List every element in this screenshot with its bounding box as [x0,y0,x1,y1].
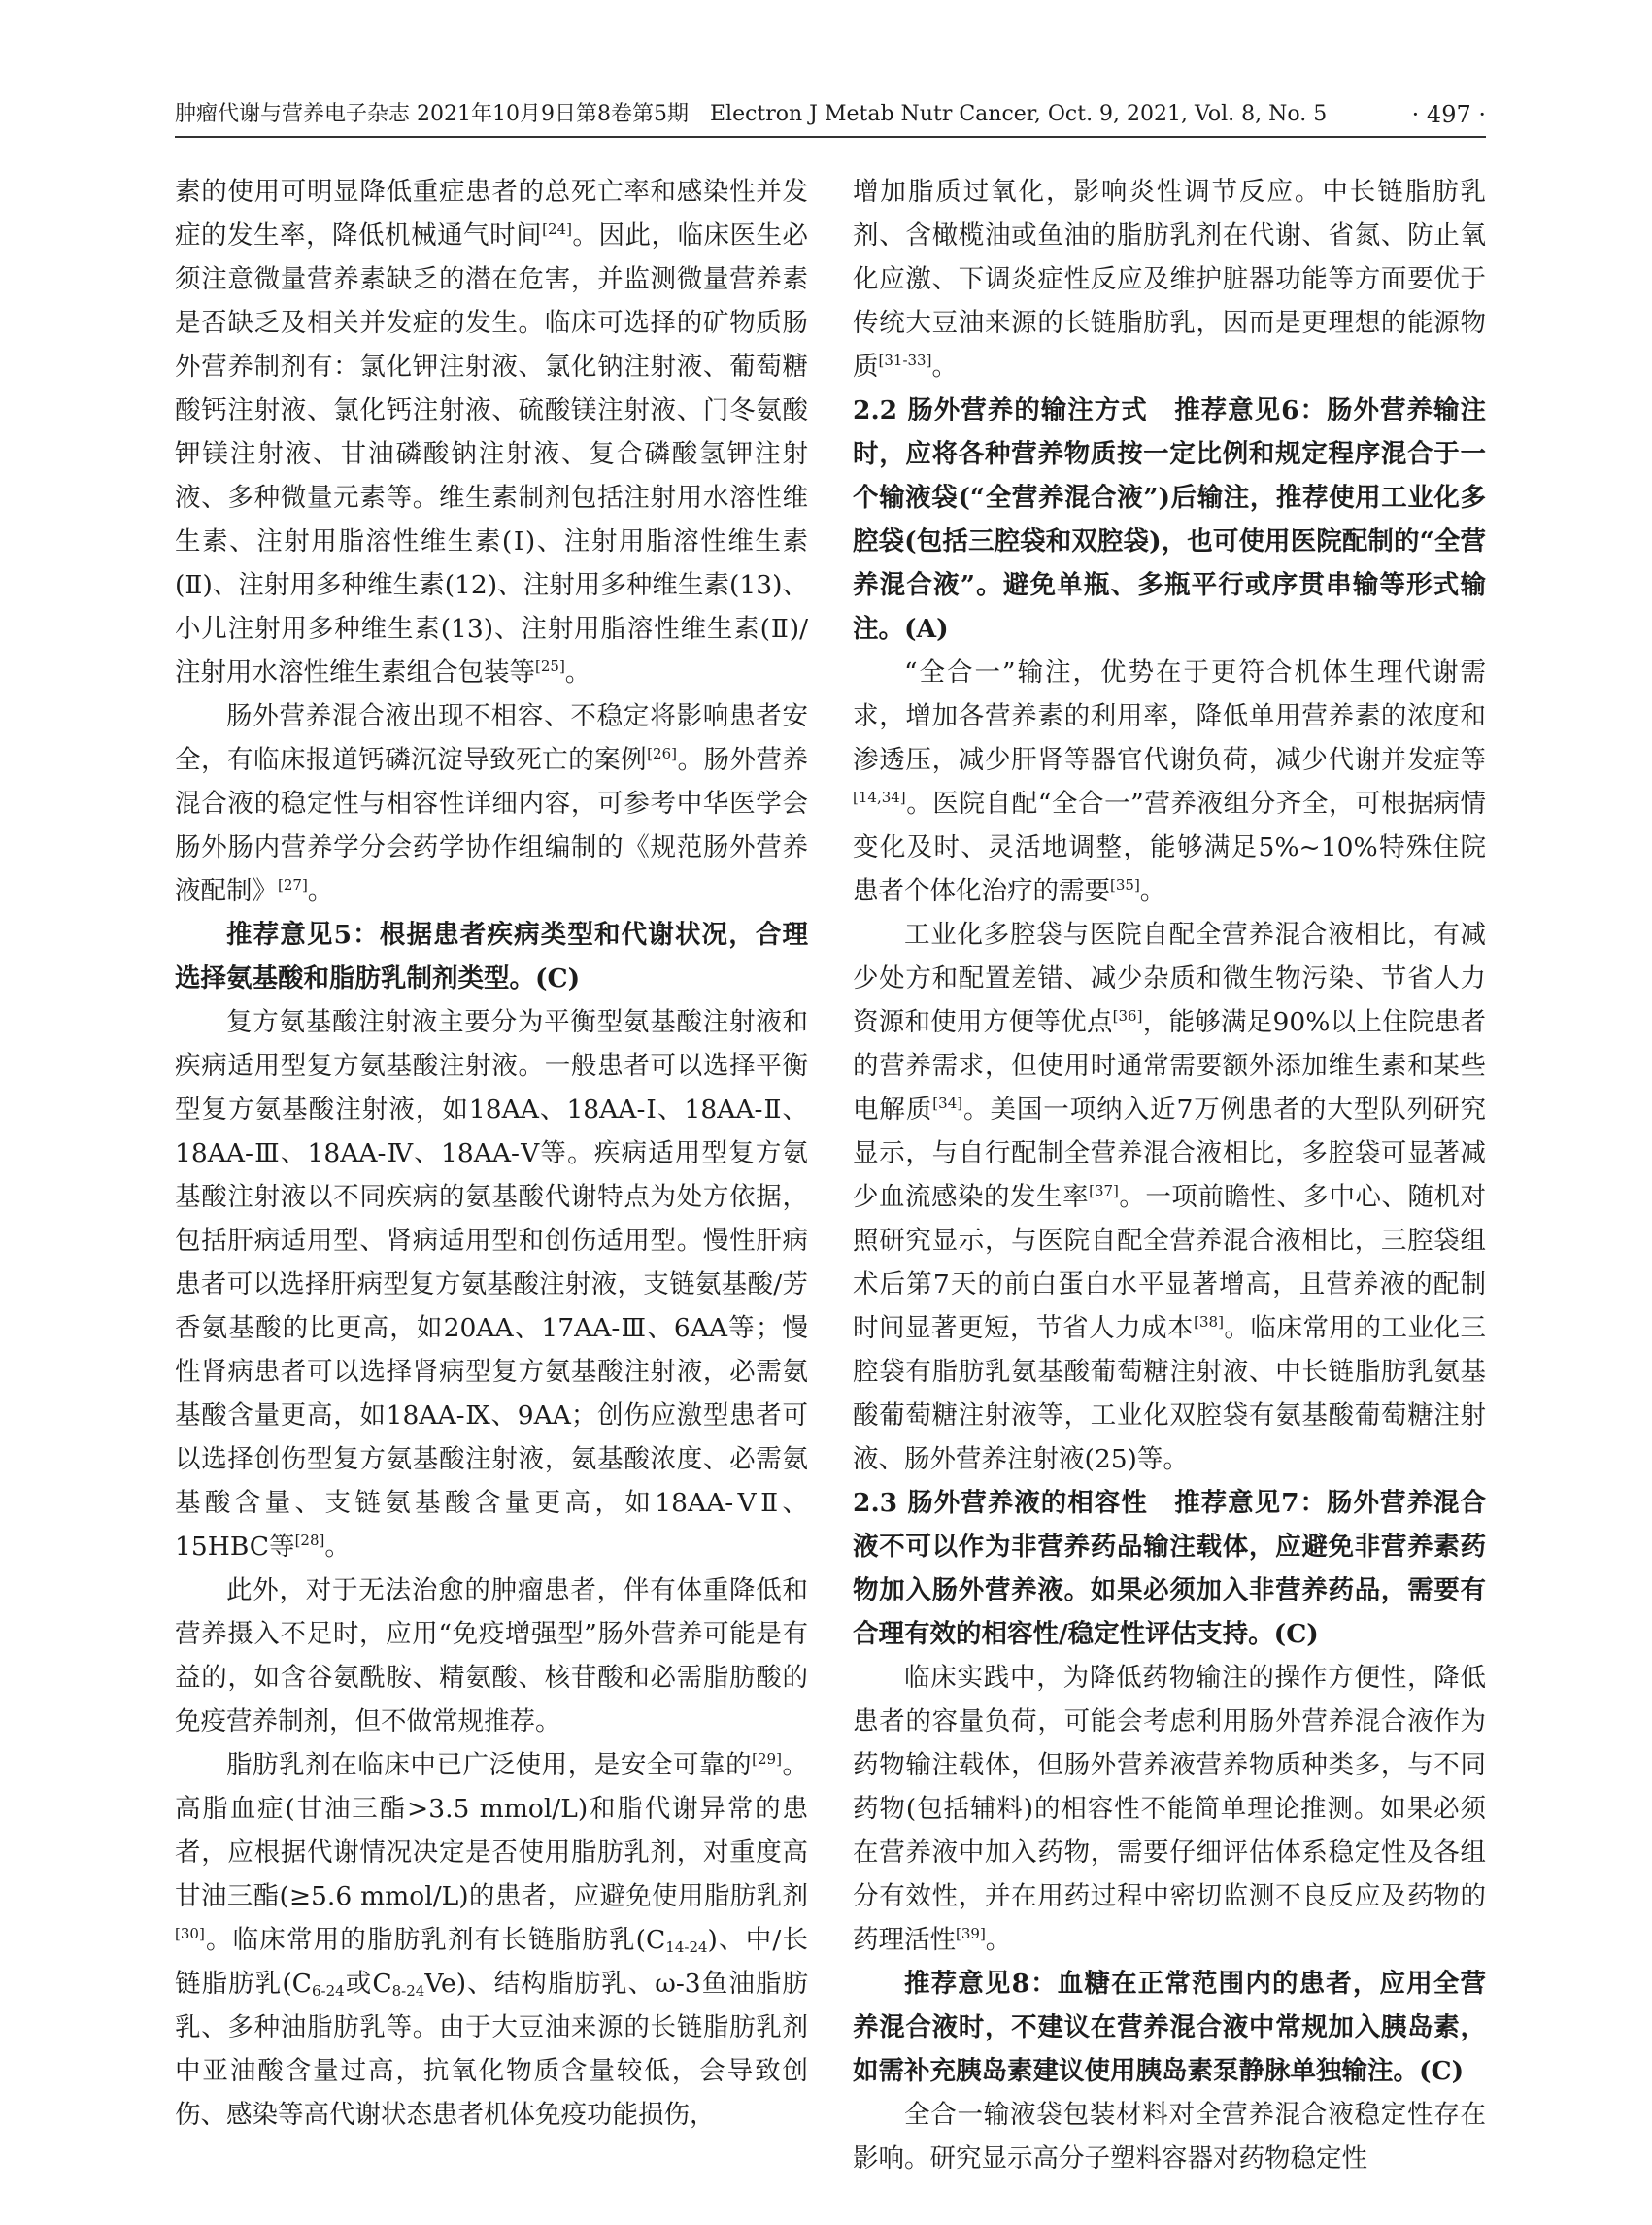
citation: [27] [278,876,308,893]
citation: [26] [647,745,677,762]
subscript: 8-24 [391,1982,425,2000]
citation: [14,34] [853,789,906,806]
paragraph: 临床实践中，为降低药物输注的操作方便性，降低患者的容量负荷，可能会考虑利用肠外营养混合液作为药物输注载体，但肠外营养液营养物质种类多，与不同药物(包括辅料)的相容性不能简单理论推测。如果必须在营养液中加入药物，需要仔细评估体系稳定性及各组分有效性，并在用药过程中密切监测不良反应及药物的药理活性[39]。 [853,1663,1486,1955]
paragraph: 此外，对于无法治愈的肿瘤患者，伴有体重降低和营养摄入不足时，应用“免疫增强型”肠外营养可能是有益的，如含谷氨酰胺、精氨酸、核苷酸和必需脂肪酸的免疫营养制剂，但不做常规推荐。 [175,1575,808,1736]
section-2-3 [853,1481,1486,1656]
paragraph: 肠外营养混合液出现不相容、不稳定将影响患者安全，有临床报道钙磷沉淀导致死亡的案例[26]。肠外营养混合液的稳定性与相容性详细内容，可参考中华医学会肠外肠内营养学分会药学协作组编制的《规范肠外营养液配制》[27]。 [175,701,809,906]
header-rule [175,136,1486,138]
right-column [853,170,1486,2180]
citation: [34] [932,1095,963,1112]
citation: [36] [1112,1007,1143,1025]
citation: [39] [956,1925,986,1942]
citation: [35] [1110,876,1140,893]
section-heading: 2.3 肠外营养液的相容性 [853,1488,1175,1518]
citation: [31-33] [878,352,932,369]
section-2-2 [853,388,1486,651]
paragraph: “全合一”输注，优势在于更符合机体生理代谢需求，增加各营养素的利用率，降低单用营养素的浓度和渗透压，减少肝肾等器官代谢负荷，减少代谢并发症等[14,34]。医院自配“全合一”营养液组分齐全，可根据病情变化及时、灵活地调整，能够满足5%~10%特殊住院患者个体化治疗的需要[35]。 [853,657,1486,906]
page-number: · 497 · [1411,101,1486,128]
citation: [29] [752,1750,782,1768]
paragraph: 复方氨基酸注射液主要分为平衡型氨基酸注射液和疾病适用型复方氨基酸注射液。一般患者可以选择平衡型复方氨基酸注射液，如18AA、18AA-Ⅰ、18AA-Ⅱ、18AA-Ⅲ、18AA-Ⅳ、18AA-Ⅴ等。疾病适用型复方氨基酸注射液以不同疾病的氨基酸代谢特点为处方依据，包括肝病适用型、肾病适用型和创伤适用型。慢性肝病患者可以选择肝病型复方氨基酸注射液，支链氨基酸/芳香氨基酸的比更高，如20AA、17AA-Ⅲ、6AA等；慢性肾病患者可以选择肾病型复方氨基酸注射液，必需氨基酸含量更高，如18AA-Ⅸ、9AA；创伤应激型患者可以选择创伤型复方氨基酸注射液，氨基酸浓度、必需氨基酸含量、支链氨基酸含量更高，如18AA-ⅤⅡ、15HBC等[28]。 [175,1007,808,1562]
journal-citation: 肿瘤代谢与营养电子杂志 2021年10月9日第8卷第5期 Electron J Metab Nutr Cancer, Oct. 9, 2021, Vol. 8, No. 5 [175,102,1328,126]
citation: [38] [1194,1313,1224,1331]
paragraph: 脂肪乳剂在临床中已广泛使用，是安全可靠的[29]。高脂血症(甘油三酯>3.5 mmol/L)和脂代谢异常的患者，应根据代谢情况决定是否使用脂肪乳剂，对重度高甘油三酯(≥5.6 mmol/L)的患者，应避免使用脂肪乳剂[30]。临床常用的脂肪乳剂有长链脂肪乳$(C_{14-24})$、中/长链脂肪乳($C_{6-24}$或$C_{8-24}Ve$)、结构脂肪乳、ω-3鱼油脂肪乳、多种油脂肪乳等。由于大豆油来源的长链脂肪乳剂中亚油酸含量过高，抗氧化物质含量较低，会导致创伤、感染等高代谢状态患者机体免疫功能损伤， [175,1750,809,2130]
citation: [28] [294,1532,325,1549]
paragraph: 全合一输液袋包装材料对全营养混合液稳定性存在影响。研究显示高分子塑料容器对药物稳定性 [853,2100,1486,2174]
recommendation-8: 推荐意见8：血糖在正常范围内的患者，应用全营养混合液时，不建议在营养混合液中常规加入胰岛素，如需补充胰岛素建议使用胰岛素泵静脉单独输注。(C) [853,1969,1486,2086]
citation: [24] [542,220,572,238]
subscript: 6-24 [311,1982,345,2000]
paragraph: 增加脂质过氧化，影响炎性调节反应。中长链脂肪乳剂、含橄榄油或鱼油的脂肪乳剂在代谢、省氮、防止氧化应激、下调炎症性反应及维护脏器功能等方面要优于传统大豆油来源的长链脂肪乳，因而是更理想的能源物质[31-33]。 [853,177,1486,382]
citation: [30] [175,1925,205,1942]
section-heading: 2.2 肠外营养的输注方式 [853,395,1175,425]
paragraph: 素的使用可明显降低重症患者的总死亡率和感染性并发症的发生率，降低机械通气时间[24]。因此，临床医生必须注意微量营养素缺乏的潜在危害，并监测微量营养素是否缺乏及相关并发症的发生。临床可选择的矿物质肠外营养制剂有：氯化钾注射液、氯化钠注射液、葡萄糖酸钙注射液、氯化钙注射液、硫酸镁注射液、门冬氨酸钾镁注射液、甘油磷酸钠注射液、复合磷酸氢钾注射液、多种微量元素等。维生素制剂包括注射用水溶性维生素、注射用脂溶性维生素(Ⅰ)、注射用脂溶性维生素(Ⅱ)、注射用多种维生素(12)、注射用多种维生素(13)、小儿注射用多种维生素(13)、注射用脂溶性维生素(Ⅱ)/注射用水溶性维生素组合包装等[25]。 [175,177,809,688]
recommendation-5: 推荐意见5：根据患者疾病类型和代谢状况，合理选择氨基酸和脂肪乳制剂类型。(C) [175,920,808,994]
recommendation-7: 推荐意见7：肠外营养混合液不可以作为非营养药品输注载体，应避免非营养素药物加入肠外营养液。如果必须加入非营养药品，需要有合理有效的相容性/稳定性评估支持。(C) [853,1488,1486,1649]
left-column [175,170,808,2137]
running-header [175,97,1486,132]
citation: [25] [535,657,565,675]
subscript: 14-24 [665,1938,708,1956]
citation: [37] [1089,1182,1119,1199]
recommendation-6: 推荐意见6：肠外营养输注时，应将各种营养物质按一定比例和规定程序混合于一个输液袋(“全营养混合液”)后输注，推荐使用工业化多腔袋(包括三腔袋和双腔袋)，也可使用医院配制的“全营养混合液”。避免单瓶、多瓶平行或序贯串输等形式输注。(A) [853,395,1486,644]
paragraph: 工业化多腔袋与医院自配全营养混合液相比，有减少处方和配置差错、减少杂质和微生物污染、节省人力资源和使用方便等优点[36]，能够满足90%以上住院患者的营养需求，但使用时通常需要额外添加维生素和某些电解质[34]。美国一项纳入近7万例患者的大型队列研究显示，与自行配制全营养混合液相比，多腔袋可显著减少血流感染的发生率[37]。一项前瞻性、多中心、随机对照研究显示，与医院自配全营养混合液相比，三腔袋组术后第7天的前白蛋白水平显著增高，且营养液的配制时间显著更短，节省人力成本[38]。临床常用的工业化三腔袋有脂肪乳氨基酸葡萄糖注射液、中长链脂肪乳氨基酸葡萄糖注射液等，工业化双腔袋有氨基酸葡萄糖注射液、肠外营养注射液(25)等。 [853,920,1487,1474]
